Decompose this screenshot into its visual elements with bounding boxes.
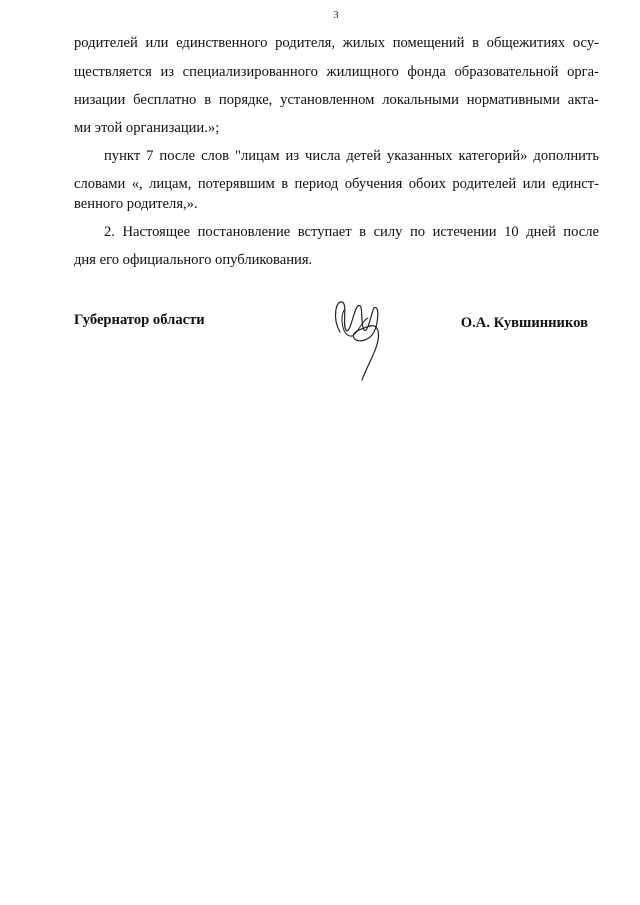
paragraph-2-line-1: пункт 7 после слов "лицам из числа детей указанных категорий» дополнить <box>104 148 599 164</box>
paragraph-1-line-2: ществляется из специализированного жилищного фонда образовательной орга- <box>74 64 599 80</box>
paragraph-3-line-2: дня его официального опубликования. <box>74 252 313 268</box>
paragraph-1-line-3: низации бесплатно в порядке, установленном локальными нормативными акта- <box>74 92 599 108</box>
page-number: 3 <box>333 10 339 21</box>
signatory-title: Губернатор области <box>74 312 205 328</box>
handwritten-signature <box>328 290 388 385</box>
paragraph-1-line-4: ми этой организации.»; <box>74 120 220 136</box>
paragraph-1-line-1: родителей или единственного родителя, жилых помещений в общежитиях осу- <box>74 35 599 51</box>
paragraph-3-line-1: 2. Настоящее постановление вступает в силу по истечении 10 дней после <box>104 224 599 240</box>
paragraph-2-line-3: венного родителя,». <box>74 196 198 212</box>
signatory-name: О.А. Кувшинников <box>460 315 588 331</box>
paragraph-2-line-2: словами «, лицам, потерявшим в период обучения обоих родителей или единст- <box>74 176 599 192</box>
